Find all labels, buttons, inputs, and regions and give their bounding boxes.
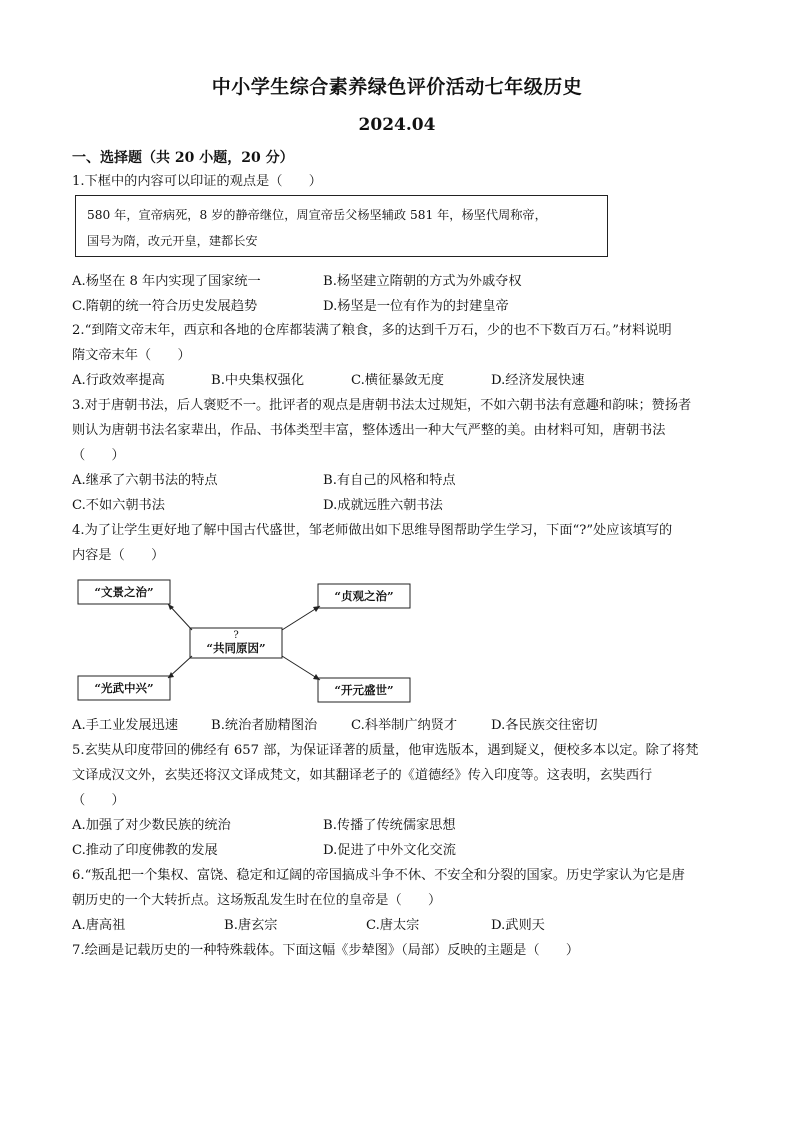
- q2-option-c[interactable]: C.横征暴敛无度: [351, 373, 444, 388]
- mind-map-edge-bottom-right: [282, 656, 320, 680]
- q2-stem-line-2: 隋文帝末年（ ）: [72, 348, 191, 363]
- q6-option-d[interactable]: D.武则天: [491, 918, 545, 933]
- q1-source-box: [75, 195, 608, 257]
- q1-option-c[interactable]: C.隋朝的统一符合历史发展趋势: [72, 299, 258, 314]
- q6-option-c[interactable]: C.唐太宗: [366, 918, 420, 933]
- q2-stem-line-1: 2.“到隋文帝末年，西京和各地的仓库都装满了粮食，多的达到千万石，少的也不下数百万石。”材料说明: [72, 323, 672, 338]
- q6-option-b[interactable]: B.唐玄宗: [224, 918, 278, 933]
- q1-stem: 1.下框中的内容可以印证的观点是（ ）: [72, 174, 322, 189]
- q2-option-a[interactable]: A.行政效率提高: [72, 373, 165, 388]
- q7-stem-line-1: 7.绘画是记载历史的一种特殊载体。下面这幅《步辇图》（局部）反映的主题是（ ）: [72, 943, 580, 958]
- q4-option-c[interactable]: C.科举制广纳贤才: [351, 718, 458, 733]
- page-title: 中小学生综合素养绿色评价活动七年级历史: [211, 76, 583, 98]
- q5-option-c[interactable]: C.推动了印度佛教的发展: [72, 843, 218, 858]
- q5-option-d[interactable]: D.促进了中外文化交流: [323, 843, 456, 858]
- q4-option-b[interactable]: B.统治者励精图治: [211, 718, 318, 733]
- q1-option-a[interactable]: A.杨坚在 8 年内实现了国家统一: [72, 274, 261, 289]
- mind-map-label-top-left: “文景之治”: [94, 585, 154, 599]
- q1-option-d[interactable]: D.杨坚是一位有作为的封建皇帝: [323, 299, 509, 314]
- q1-box-line-1: 580 年，宣帝病死，8 岁的静帝继位，周宣帝岳父杨坚辅政 581 年，杨坚代周称帝，: [87, 208, 547, 222]
- exam-date: 2024.04: [358, 115, 436, 135]
- mind-map-arrowhead: [313, 606, 320, 612]
- q3-option-a[interactable]: A.继承了六朝书法的特点: [72, 473, 218, 488]
- mind-map-label-bottom-right: “开元盛世”: [334, 683, 394, 697]
- mind-map-arrowhead: [313, 674, 320, 680]
- q5-stem-line-3: （ ）: [72, 793, 125, 808]
- q4-option-a[interactable]: A.手工业发展迅速: [72, 718, 179, 733]
- q5-option-b[interactable]: B.传播了传统儒家思想: [323, 818, 456, 833]
- mind-map-label-center: “共同原因”: [206, 641, 266, 655]
- q3-option-d[interactable]: D.成就远胜六朝书法: [323, 498, 443, 513]
- q2-option-d[interactable]: D.经济发展快速: [491, 373, 585, 388]
- q3-option-c[interactable]: C.不如六朝书法: [72, 498, 165, 513]
- q5-stem-line-1: 5.玄奘从印度带回的佛经有 657 部，为保证译著的质量，他审选版本，遇到疑义，便校多本以定。除了将梵: [72, 743, 699, 758]
- q3-stem-line-3: （ ）: [72, 448, 125, 463]
- q3-option-b[interactable]: B.有自己的风格和特点: [323, 473, 456, 488]
- q4-stem-line-1: 4.为了让学生更好地了解中国古代盛世，邹老师做出如下思维导图帮助学生学习，下面“?”处应该填写的: [72, 523, 673, 538]
- mind-map-label-bottom-left: “光武中兴”: [94, 681, 154, 695]
- mind-map-diagram: [72, 572, 422, 708]
- q4-stem-line-2: 内容是（ ）: [72, 548, 165, 563]
- q3-stem-line-1: 3.对于唐朝书法，后人褒贬不一。批评者的观点是唐朝书法太过规矩，不如六朝书法有意趣和韵味；赞扬者: [72, 398, 692, 413]
- q1-option-b[interactable]: B.杨坚建立隋朝的方式为外戚夺权: [323, 274, 522, 289]
- q6-stem-line-2: 朝历史的一个大转折点。这场叛乱发生时在位的皇帝是（ ）: [72, 893, 442, 908]
- mind-map-label-top-right: “贞观之治”: [334, 589, 394, 603]
- mind-map-question-mark: ?: [233, 630, 239, 641]
- mind-map-edge-top-right: [282, 606, 320, 630]
- q6-stem-line-1: 6.“叛乱把一个集权、富饶、稳定和辽阔的帝国搞成斗争不休、不安全和分裂的国家。历史学家认为它是唐: [72, 868, 685, 883]
- q1-box-line-2: 国号为隋，改元开皇，建都长安: [87, 234, 258, 248]
- q6-option-a[interactable]: A.唐高祖: [72, 918, 126, 933]
- section-heading: 一、选择题（共 20 小题，20 分）: [72, 150, 294, 166]
- q5-stem-line-2: 文译成汉文外，玄奘还将汉文译成梵文，如其翻译老子的《道德经》传入印度等。这表明，玄奘西行: [72, 768, 653, 783]
- q4-option-d[interactable]: D.各民族交往密切: [491, 718, 598, 733]
- q5-option-a[interactable]: A.加强了对少数民族的统治: [72, 818, 231, 833]
- q2-option-b[interactable]: B.中央集权强化: [211, 373, 305, 388]
- q3-stem-line-2: 则认为唐朝书法名家辈出，作品、书体类型丰富，整体透出一种大气严整的美。由材料可知，唐朝书法: [72, 423, 666, 438]
